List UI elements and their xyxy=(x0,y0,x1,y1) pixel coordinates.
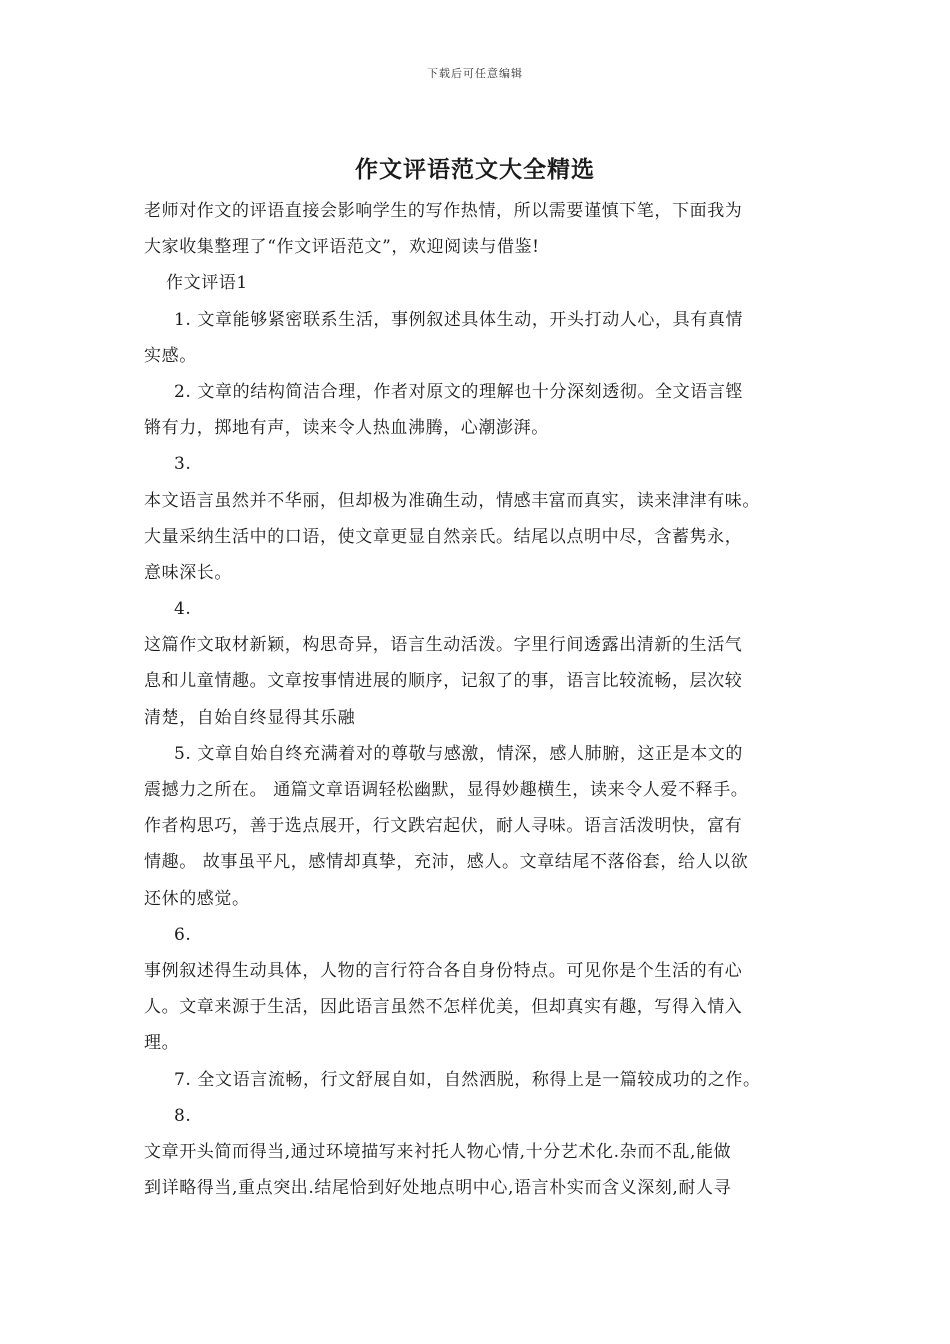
paragraph-line: 文章开头简而得当,通过环境描写来衬托人物心情,十分艺术化.杂而不乱,能做 xyxy=(144,1141,732,1162)
list-item-1: 1. 文章能够紧密联系生活，事例叙述具体生动，开头打动人心，具有真情 xyxy=(174,309,744,330)
document-body xyxy=(144,193,816,1206)
paragraph-line: 人。文章来源于生活，因此语言虽然不怎样优美，但却真实有趣，写得入情入 xyxy=(144,997,743,1018)
list-item-8: 8. xyxy=(174,1105,192,1126)
paragraph-line: 这篇作文取材新颖，构思奇异，语言生动活泼。字里行间透露出清新的生活气 xyxy=(144,635,743,656)
list-item-5: 5. 文章自始自终充满着对的尊敬与感激，情深，感人肺腑，这正是本文的 xyxy=(174,743,744,764)
list-item-4: 4. xyxy=(174,599,192,620)
paragraph-line: 震撼力之所在。 通篇文章语调轻松幽默，显得妙趣横生，读来令人爱不释手。 xyxy=(144,780,749,800)
paragraph-line: 大量采纳生活中的口语，使文章更显自然亲氏。结尾以点明中尽，含蓄隽永， xyxy=(144,526,743,547)
section-heading: 作文评语1 xyxy=(166,273,248,294)
list-item-7: 7. 全文语言流畅，行文舒展自如，自然洒脱，称得上是一篇较成功的之作。 xyxy=(174,1069,761,1090)
paragraph-line: 到详略得当,重点突出.结尾恰到好处地点明中心,语言朴实而含义深刻,耐人寻 xyxy=(144,1178,732,1199)
paragraph-line: 大家收集整理了“作文评语范文”，欢迎阅读与借鉴! xyxy=(144,237,540,258)
document-title: 作文评语范文大全精选 xyxy=(355,156,595,183)
paragraph-line: 事例叙述得生动具体，人物的言行符合各自身份特点。可见你是个生活的有心 xyxy=(144,960,743,981)
list-item-3: 3. xyxy=(174,454,192,475)
paragraph-line: 理。 xyxy=(144,1033,180,1054)
paragraph-line: 还休的感觉。 xyxy=(144,888,250,909)
list-item-2: 2. 文章的结构简洁合理，作者对原文的理解也十分深刻透彻。全文语言铿 xyxy=(174,381,744,402)
paragraph-line: 老师对作文的评语直接会影响学生的写作热情，所以需要谨慎下笔，下面我为 xyxy=(144,201,743,221)
paragraph-line: 锵有力，掷地有声，读来令人热血沸腾，心潮澎湃。 xyxy=(144,418,549,439)
paragraph-line: 实感。 xyxy=(144,345,197,366)
paragraph-line: 作者构思巧，善于选点展开，行文跌宕起伏，耐人寻味。语言活泼明快，富有 xyxy=(144,816,743,837)
list-item-6: 6. xyxy=(174,924,192,945)
header-note: 下载后可任意编辑 xyxy=(427,67,523,80)
paragraph-line: 情趣。 故事虽平凡，感情却真挚，充沛，感人。文章结尾不落俗套，给人以欲 xyxy=(144,852,749,873)
paragraph-line: 意味深长。 xyxy=(144,562,232,583)
paragraph-line: 息和儿童情趣。文章按事情进展的顺序，记叙了的事，语言比较流畅，层次较 xyxy=(144,671,743,692)
paragraph-line: 清楚，自始自终显得其乐融 xyxy=(144,707,356,728)
paragraph-line: 本文语言虽然并不华丽，但却极为准确生动，情感丰富而真实，读来津津有味。 xyxy=(144,490,760,511)
